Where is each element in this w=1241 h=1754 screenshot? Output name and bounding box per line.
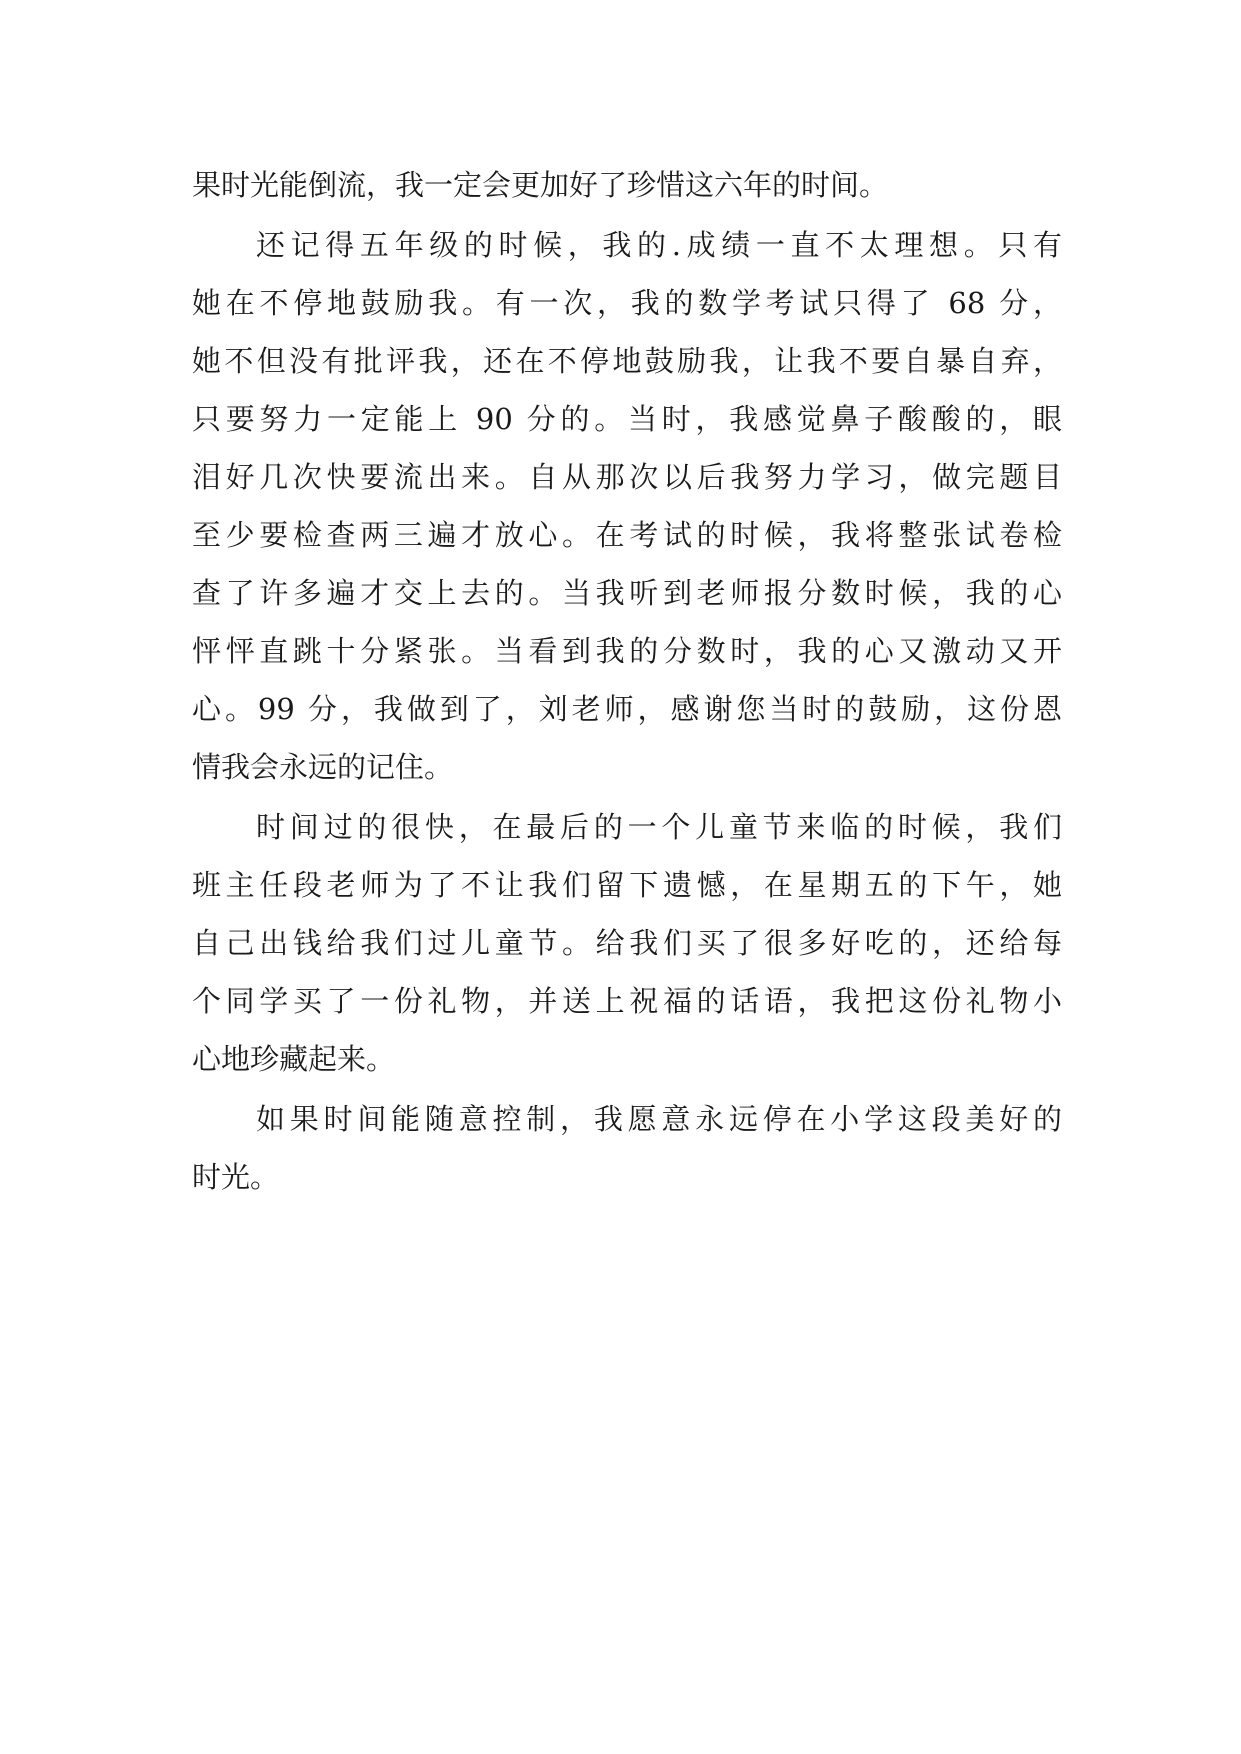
paragraph-line: 班主任段老师为了不让我们留下遗憾，在星期五的下午，她: [192, 868, 1062, 902]
paragraph-line: 如果时间能随意控制，我愿意永远停在小学这段美好的: [256, 1102, 1062, 1136]
paragraph-line: 泪好几次快要流出来。自从那次以后我努力学习，做完题目: [192, 460, 1062, 494]
paragraph-line: 时间过的很快，在最后的一个儿童节来临的时候，我们: [256, 810, 1062, 844]
paragraph-line: 还记得五年级的时候，我的.成绩一直不太理想。只有: [256, 228, 1062, 262]
paragraph-line: 心。99 分，我做到了，刘老师，感谢您当时的鼓励，这份恩: [192, 692, 1062, 726]
paragraph-line: 她在不停地鼓励我。有一次，我的数学考试只得了 68 分，: [192, 286, 1062, 320]
paragraph-line: 个同学买了一份礼物，并送上祝福的话语，我把这份礼物小: [192, 984, 1062, 1018]
paragraph-line: 怦怦直跳十分紧张。当看到我的分数时，我的心又激动又开: [192, 634, 1062, 668]
paragraph-line: 至少要检查两三遍才放心。在考试的时候，我将整张试卷检: [192, 518, 1062, 552]
paragraph-line: 查了许多遍才交上去的。当我听到老师报分数时候，我的心: [192, 576, 1062, 610]
paragraph-line: 自己出钱给我们过儿童节。给我们买了很多好吃的，还给每: [192, 926, 1062, 960]
paragraph-line: 只要努力一定能上 90 分的。当时，我感觉鼻子酸酸的，眼: [192, 402, 1062, 436]
paragraph-line: 情我会永远的记住。: [192, 750, 454, 784]
paragraph-line: 她不但没有批评我，还在不停地鼓励我，让我不要自暴自弃，: [192, 344, 1062, 378]
paragraph-line: 时光。: [192, 1160, 280, 1194]
paragraph-line: 心地珍藏起来。: [192, 1042, 396, 1076]
paragraph-line: 果时光能倒流，我一定会更加好了珍惜这六年的时间。: [192, 168, 889, 202]
